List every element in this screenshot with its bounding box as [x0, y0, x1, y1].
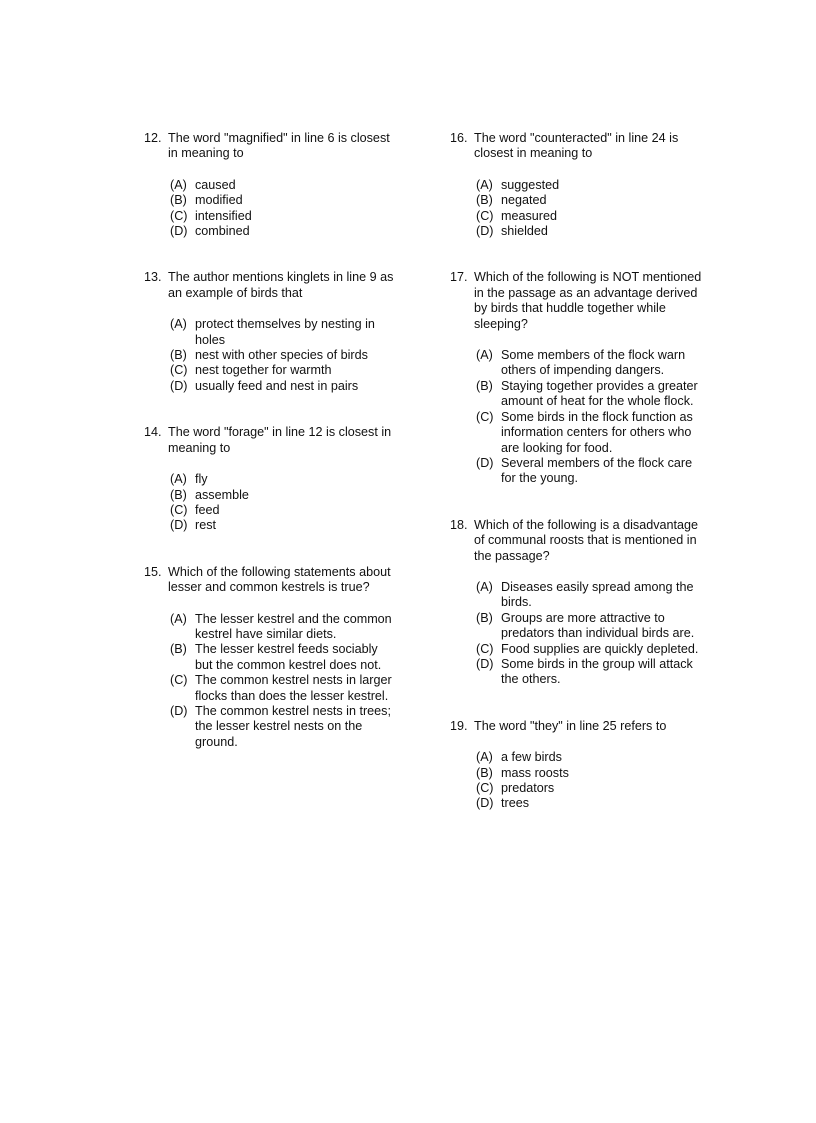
answer-option-d[interactable] — [450, 456, 702, 487]
question-number: 15. — [144, 564, 162, 579]
left-column — [144, 131, 396, 750]
option-text: predators — [501, 781, 555, 795]
question-spacer — [144, 534, 396, 565]
option-text: Some birds in the flock function as information centers for others who are looking for food. — [501, 409, 693, 455]
answer-option-c[interactable] — [144, 363, 396, 378]
question-15 — [144, 565, 396, 750]
question-number: 14. — [144, 425, 162, 440]
option-letter: (C) — [476, 409, 494, 424]
option-text: Several members of the flock care for the young. — [501, 455, 693, 486]
option-letter: (B) — [170, 348, 187, 363]
option-text: a few birds — [501, 750, 562, 765]
option-letter: (C) — [170, 363, 188, 378]
question-number: 19. — [450, 718, 468, 733]
option-text: negated — [501, 193, 547, 208]
question-text: The word "magnified" in line 6 is closest in meaning to — [168, 131, 390, 161]
answer-options — [450, 348, 702, 487]
option-letter: (B) — [170, 193, 187, 208]
option-letter: (C) — [476, 781, 494, 795]
answer-option-b[interactable] — [144, 642, 396, 673]
question-14 — [144, 425, 396, 533]
answer-option-d[interactable] — [144, 379, 396, 394]
answer-option-d[interactable] — [450, 657, 702, 688]
question-number: 12. — [144, 131, 162, 145]
question-text: The word "forage" in line 12 is closest in meaning to — [168, 425, 392, 455]
answer-option-b[interactable] — [450, 611, 702, 642]
option-text: The lesser kestrel and the common kestrel have similar diets. — [195, 611, 392, 641]
option-letter: (B) — [476, 610, 493, 625]
option-letter: (D) — [476, 224, 494, 239]
question-number: 18. — [450, 517, 468, 532]
option-letter: (C) — [170, 673, 188, 688]
answer-option-c[interactable] — [144, 673, 396, 704]
option-letter: (C) — [476, 641, 494, 656]
question-spacer — [450, 487, 702, 518]
answer-option-a[interactable] — [450, 348, 702, 379]
question-stem — [144, 131, 396, 162]
option-text: Some birds in the group will attack the others. — [501, 656, 693, 687]
answer-option-c[interactable] — [450, 781, 702, 796]
question-stem — [450, 131, 702, 162]
answer-option-a[interactable] — [450, 178, 702, 193]
question-text: The author mentions kinglets in line 9 as an example of birds that — [168, 270, 394, 300]
question-text: Which of the following is NOT mentioned in the passage as an advantage derived by birds that huddle together while sleeping? — [474, 270, 702, 331]
option-letter: (D) — [170, 703, 188, 718]
question-text: The word "counteracted" in line 24 is closest in meaning to — [474, 131, 679, 161]
option-letter: (D) — [476, 796, 494, 811]
option-text: combined — [195, 224, 250, 239]
option-text: Food supplies are quickly depleted. — [501, 641, 699, 656]
question-stem — [450, 719, 702, 734]
question-stem — [144, 270, 396, 301]
option-text: nest together for warmth — [195, 363, 332, 378]
option-text: Groups are more attractive to predators than individual birds are. — [501, 610, 695, 641]
answer-option-b[interactable] — [450, 193, 702, 208]
option-letter: (A) — [476, 177, 493, 192]
answer-option-b[interactable] — [144, 348, 396, 363]
option-text: assemble — [195, 487, 249, 502]
answer-option-c[interactable] — [144, 209, 396, 224]
option-text: fly — [195, 472, 208, 487]
option-text: Some members of the flock warn others of impending dangers. — [501, 348, 686, 378]
option-letter: (C) — [476, 208, 494, 223]
option-text: nest with other species of birds — [195, 348, 368, 363]
question-text: The word "they" in line 25 refers to — [474, 718, 667, 733]
option-text: modified — [195, 193, 243, 208]
option-letter: (B) — [476, 193, 493, 208]
answer-option-d[interactable] — [450, 796, 702, 811]
option-letter: (D) — [170, 518, 188, 533]
right-column — [450, 131, 702, 812]
option-letter: (B) — [476, 378, 493, 393]
option-text: The lesser kestrel feeds sociably but the common kestrel does not. — [195, 642, 382, 672]
question-spacer — [450, 239, 702, 270]
answer-option-b[interactable] — [450, 766, 702, 781]
option-letter: (A) — [170, 177, 187, 192]
question-stem — [450, 270, 702, 332]
answer-options — [450, 580, 702, 688]
question-number: 13. — [144, 270, 162, 285]
option-letter: (D) — [476, 656, 494, 671]
question-text: Which of the following statements about lesser and common kestrels is true? — [168, 564, 391, 595]
option-letter: (C) — [170, 502, 188, 517]
answer-options — [450, 178, 702, 240]
option-letter: (D) — [170, 378, 188, 393]
answer-options — [450, 750, 702, 812]
option-letter: (B) — [170, 642, 187, 657]
answer-option-b[interactable] — [144, 193, 396, 208]
option-letter: (A) — [170, 317, 187, 332]
answer-option-b[interactable] — [144, 488, 396, 503]
option-letter: (A) — [170, 611, 187, 626]
question-stem — [144, 425, 396, 456]
option-text: caused — [195, 177, 236, 192]
option-letter: (C) — [170, 208, 188, 223]
option-text: rest — [195, 518, 216, 533]
question-spacer — [144, 394, 396, 425]
option-text: The common kestrel nests in larger flocks than does the lesser kestrel. — [195, 673, 392, 703]
answer-option-d[interactable] — [144, 518, 396, 533]
option-text: shielded — [501, 224, 548, 239]
answer-option-b[interactable] — [450, 379, 702, 410]
option-text: measured — [501, 208, 558, 223]
option-text: usually feed and nest in pairs — [195, 378, 359, 393]
question-number: 16. — [450, 131, 468, 145]
answer-option-d[interactable] — [144, 704, 396, 750]
question-17 — [450, 270, 702, 486]
question-13 — [144, 270, 396, 394]
question-spacer — [450, 688, 702, 719]
option-letter: (A) — [476, 348, 493, 363]
option-letter: (B) — [170, 487, 187, 502]
option-text: mass roosts — [501, 765, 569, 780]
answer-options — [144, 317, 396, 394]
question-19 — [450, 719, 702, 812]
question-12 — [144, 131, 396, 239]
question-spacer — [144, 239, 396, 270]
question-stem — [144, 565, 396, 596]
option-letter: (A) — [476, 750, 493, 765]
answer-options — [144, 472, 396, 534]
option-letter: (D) — [170, 224, 188, 239]
option-text: Staying together provides a greater amount of heat for the whole flock. — [501, 378, 698, 409]
option-text: Diseases easily spread among the birds. — [501, 579, 694, 610]
question-text: Which of the following is a disadvantage of communal roosts that is mentioned in the passage? — [474, 517, 699, 563]
answer-option-c[interactable] — [450, 642, 702, 657]
answer-options — [144, 612, 396, 751]
question-number: 17. — [450, 270, 468, 285]
question-18 — [450, 518, 702, 688]
option-letter: (D) — [476, 455, 494, 470]
option-letter: (A) — [170, 472, 187, 487]
answer-option-a[interactable] — [144, 612, 396, 643]
answer-option-a[interactable] — [450, 750, 702, 765]
question-stem — [450, 518, 702, 564]
option-letter: (B) — [476, 765, 493, 780]
answer-option-d[interactable] — [450, 224, 702, 239]
answer-option-c[interactable] — [144, 503, 396, 518]
question-16 — [450, 131, 702, 239]
option-text: The common kestrel nests in trees; the lesser kestrel nests on the ground. — [195, 703, 391, 749]
option-letter: (A) — [476, 579, 493, 594]
answer-option-d[interactable] — [144, 224, 396, 239]
answer-option-c[interactable] — [450, 209, 702, 224]
answer-option-c[interactable] — [450, 410, 702, 456]
option-text: feed — [195, 502, 220, 517]
option-text: intensified — [195, 208, 252, 223]
option-text: suggested — [501, 177, 560, 192]
answer-option-a[interactable] — [450, 580, 702, 611]
answer-options — [144, 178, 396, 240]
option-text: trees — [501, 796, 529, 811]
answer-option-a[interactable] — [144, 472, 396, 487]
answer-option-a[interactable] — [144, 178, 396, 193]
option-text: protect themselves by nesting in holes — [195, 317, 375, 347]
answer-option-a[interactable] — [144, 317, 396, 348]
